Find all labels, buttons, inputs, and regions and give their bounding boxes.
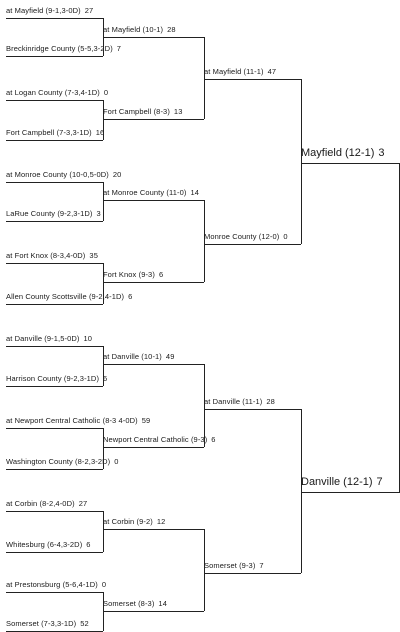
team-name: Fort Campbell (8-3) — [103, 107, 170, 116]
team-score: 6 — [86, 540, 91, 549]
team-name: at Monroe County (10-0,5-0D) — [6, 170, 109, 179]
round2-team — [103, 516, 204, 530]
team-name: Breckinridge County (5-5,3-2D) — [6, 44, 113, 53]
round1-team — [6, 539, 103, 553]
team-score: 20 — [112, 170, 122, 179]
finalist-team — [301, 144, 400, 164]
team-score: 13 — [173, 107, 183, 116]
team-score: 6 — [211, 435, 216, 444]
team-score: 49 — [165, 352, 175, 361]
round1-team — [6, 43, 122, 57]
team-name: Mayfield (12-1) — [301, 147, 375, 159]
round1-team — [6, 373, 108, 387]
team-score: 0 — [283, 232, 288, 241]
round1-team — [6, 5, 103, 19]
team-name: LaRue County (9-2,3-1D) — [6, 209, 93, 218]
team-name: Fort Knox (9-3) — [103, 270, 155, 279]
team-name: at Logan County (7-3,4-1D) — [6, 88, 100, 97]
round1-team — [6, 87, 109, 101]
team-score: 6 — [103, 374, 108, 383]
round2-team — [103, 269, 204, 283]
team-name: at Newport Central Catholic (8-3 4-0D) — [6, 416, 138, 425]
round1-team — [6, 250, 103, 264]
round1-team — [6, 498, 103, 512]
team-score: 16 — [95, 128, 105, 137]
round1-team — [6, 333, 103, 347]
team-name: Monroe County (12-0) — [204, 232, 280, 241]
round3-team — [204, 396, 301, 410]
team-name: at Danville (11-1) — [204, 397, 263, 406]
round1-team — [6, 208, 103, 222]
team-name: at Mayfield (10-1) — [103, 25, 164, 34]
round1-team — [6, 415, 151, 429]
team-score: 0 — [114, 457, 119, 466]
team-name: at Danville (10-1) — [103, 352, 162, 361]
team-name: Harrison County (9-2,3-1D) — [6, 374, 100, 383]
team-score: 0 — [101, 580, 107, 589]
team-name: at Corbin (9-2) — [103, 517, 153, 526]
team-score: 3 — [96, 209, 101, 218]
round1-team — [6, 618, 103, 632]
team-score: 14 — [190, 188, 199, 197]
team-score: 6 — [128, 292, 133, 301]
team-name: Allen County Scottsville (9-2,4-1D) — [6, 292, 125, 301]
team-name: Somerset (8-3) — [103, 599, 155, 608]
team-score: 7 — [259, 561, 264, 570]
team-name: Newport Central Catholic (9-3) — [103, 435, 208, 444]
team-score: 0 — [103, 88, 109, 97]
team-name: Whitesburg (6-4,3-2D) — [6, 540, 83, 549]
team-name: at Danville (9-1,5-0D) — [6, 334, 80, 343]
round2-team — [103, 187, 204, 201]
round2-team — [103, 434, 216, 448]
round1-team — [6, 456, 119, 470]
round2-team — [103, 351, 204, 365]
team-score: 7 — [376, 476, 383, 488]
team-name: at Corbin (8-2,4-0D) — [6, 499, 75, 508]
round1-team — [6, 291, 133, 305]
team-name: Danville (12-1) — [301, 476, 373, 488]
round3-team — [204, 231, 301, 245]
team-score: 6 — [158, 270, 164, 279]
team-score: 10 — [83, 334, 93, 343]
round1-team — [6, 127, 103, 141]
team-score: 47 — [267, 67, 277, 76]
team-score: 59 — [141, 416, 151, 425]
round3-team — [204, 66, 301, 80]
round3-team — [204, 560, 301, 574]
team-name: at Mayfield (11-1) — [204, 67, 264, 76]
finalist-team — [301, 473, 400, 493]
team-name: Washington County (8-2,3-2D) — [6, 457, 111, 466]
team-score: 28 — [167, 25, 176, 34]
team-name: Fort Campbell (7-3,3-1D) — [6, 128, 92, 137]
team-score: 27 — [78, 499, 88, 508]
team-name: at Fort Knox (8-3,4-0D) — [6, 251, 86, 260]
team-score: 27 — [84, 6, 94, 15]
team-name: Somerset (7-3,3-1D) — [6, 619, 77, 628]
team-name: Somerset (9-3) — [204, 561, 256, 570]
round1-team — [6, 579, 107, 593]
team-name: at Mayfield (9-1,3-0D) — [6, 6, 81, 15]
team-name: at Prestonsburg (5-6,4-1D) — [6, 580, 98, 589]
team-name: at Monroe County (11-0) — [103, 188, 187, 197]
team-score: 7 — [116, 44, 122, 53]
team-score: 35 — [89, 251, 98, 260]
team-score: 14 — [158, 599, 167, 608]
team-score: 3 — [378, 147, 385, 159]
team-score: 52 — [80, 619, 89, 628]
round2-team — [103, 106, 204, 120]
round1-team — [6, 169, 122, 183]
round2-team — [103, 598, 204, 612]
team-score: 12 — [156, 517, 166, 526]
round2-team — [103, 24, 204, 38]
team-score: 28 — [266, 397, 275, 406]
